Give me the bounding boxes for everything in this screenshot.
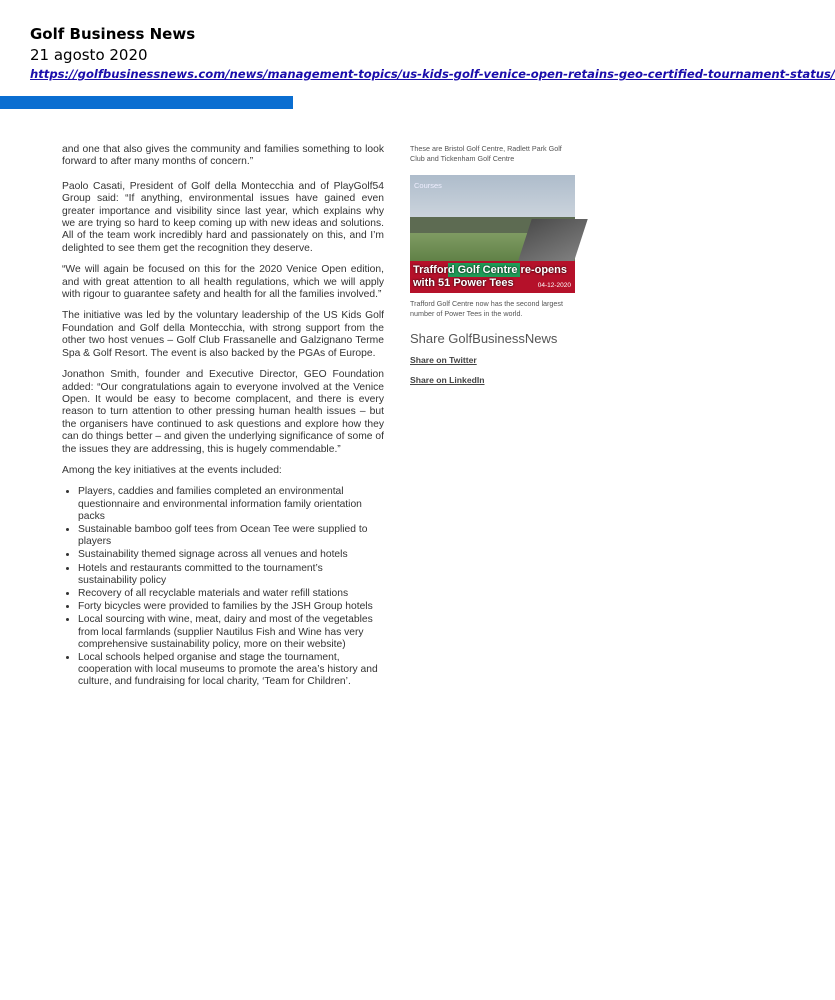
news-card-thumbnail[interactable] — [410, 175, 575, 293]
header-accent-bar — [0, 96, 293, 109]
share-linkedin-link[interactable]: Share on LinkedIn — [410, 375, 485, 385]
share-twitter-link[interactable]: Share on Twitter — [410, 355, 477, 365]
list-item: • Local sourcing with wine, meat, dairy and most of the vegetables from local farmlands (supplier Nautilus Fish and Wine has very comprehensive sustainability policy, more on their website) — [78, 614, 384, 651]
share-heading: Share GolfBusinessNews — [410, 331, 558, 346]
news-card-title[interactable]: Trafford Golf Centre re-opens with 51 Power Tees — [413, 264, 568, 289]
article-paragraph: Jonathon Smith, founder and Executive Director, GEO Foundation added: “Our congratulations again to everyone involved at the Venice Open. It would be easy to become complacent, and there is every reason to turn attention to other pressing human health issues – but the organisers have continued to ask questions and explore how they can do things better – and given the underlying significance of some of the issues they are addressing, this is hugely commendable.” — [62, 369, 384, 455]
article-paragraph: “We will again be focused on this for the 2020 Venice Open edition, and with great attention to all health regulations, which we will apply with rigour to guarantee safety and health for all the families involved.” — [62, 264, 384, 301]
article-paragraph: Among the key initiatives at the events included: — [62, 464, 282, 476]
list-item: • Hotels and restaurants committed to the tournament’s sustainability policy — [78, 563, 384, 587]
article-body — [62, 144, 384, 690]
document-header — [30, 24, 835, 81]
initiatives-list — [62, 486, 384, 688]
publication-name: Golf Business News — [30, 25, 196, 43]
list-item: • Recovery of all recyclable materials and water refill stations — [78, 588, 384, 600]
article-paragraph: Paolo Casati, President of Golf della Montecchia and of PlayGolf54 Group said: “If anything, environmental issues have gained even greater importance and visibility since last year, which explains why we are trying so hard to keep coming up with new ideas and solutions. All of the team work incredibly hard and passionately on this, and I’m delighted to see them get the recognition they deserve. — [62, 180, 384, 254]
article-paragraph: The initiative was led by the voluntary leadership of the US Kids Golf Foundation and Golf della Montecchia, with strong support from the other two host venues – Golf Club Frassanelle and Galzignano Terme Spa & Golf Resort. The event is also backed by the PGAs of Europe. — [62, 310, 384, 359]
sidebar-caption-top: These are Bristol Golf Centre, Radlett Park Golf Club and Tickenham Golf Centre — [410, 144, 562, 163]
list-item: • Forty bicycles were provided to families by the JSH Group hotels — [78, 601, 384, 613]
list-item: • Sustainable bamboo golf tees from Ocean Tee were supplied to players — [78, 524, 384, 548]
article-intro: and one that also gives the community and families something to look forward to after many months of concern.” — [62, 144, 384, 168]
sidebar — [410, 144, 575, 395]
list-item: • Local schools helped organise and stage the tournament, cooperation with local museums to promote the area’s history and culture, and fundraising for local charity, ‘Team for Children’. — [78, 652, 384, 689]
source-url-link[interactable]: https://golfbusinessnews.com/news/management-topics/us-kids-golf-venice-open-retains-geo-certified-tournament-status/ — [30, 67, 835, 81]
list-item: • Sustainability themed signage across all venues and hotels — [78, 549, 384, 561]
news-card-caption: Trafford Golf Centre now has the second largest number of Power Tees in the world. — [410, 299, 564, 318]
news-card-tag: Courses — [414, 181, 442, 190]
publication-date: 21 agosto 2020 — [30, 46, 148, 64]
news-card-date: 04-12-2020 — [537, 282, 571, 289]
list-item: • Players, caddies and families completed an environmental questionnaire and environmental information family orientation packs — [78, 486, 384, 523]
